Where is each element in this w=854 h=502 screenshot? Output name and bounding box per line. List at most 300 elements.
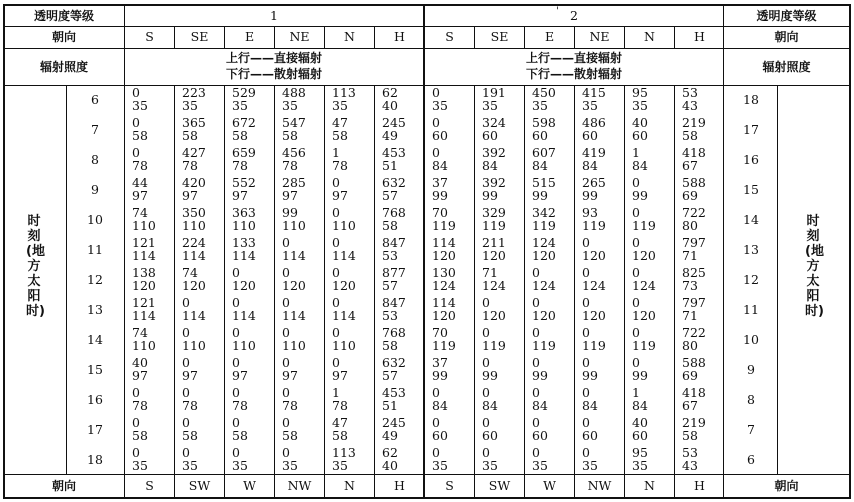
direct-radiation-cell: 847 — [382, 295, 406, 310]
direct-radiation-cell: 138 — [132, 265, 156, 280]
diffuse-radiation-cell: 78 — [232, 398, 248, 413]
direct-radiation-cell: 0 — [282, 235, 290, 250]
orientation-header: NE — [289, 29, 310, 44]
orientation-header: N — [344, 29, 355, 44]
direct-radiation-cell: 453 — [382, 385, 406, 400]
diffuse-radiation-cell: 120 — [282, 278, 306, 293]
orientation-header: H — [694, 29, 705, 44]
diffuse-radiation-cell: 84 — [532, 158, 548, 173]
diffuse-radiation-cell: 35 — [482, 458, 498, 473]
diffuse-radiation-cell: 97 — [332, 368, 348, 383]
diffuse-radiation-cell: 99 — [582, 368, 598, 383]
diffuse-radiation-cell: 110 — [282, 218, 306, 233]
direct-radiation-cell: 0 — [582, 325, 590, 340]
diffuse-radiation-cell: 114 — [282, 248, 306, 263]
direct-radiation-cell: 1 — [332, 145, 340, 160]
orientation-label-left: 朝向 — [51, 30, 76, 44]
direct-radiation-cell: 219 — [682, 115, 706, 130]
direct-radiation-cell: 0 — [282, 415, 290, 430]
diffuse-radiation-cell: 58 — [682, 128, 698, 143]
direct-radiation-cell: 1 — [632, 385, 640, 400]
orientation-label-bottom-right: 朝向 — [774, 479, 799, 493]
diffuse-radiation-cell: 60 — [482, 428, 498, 443]
orientation-header: E — [244, 29, 255, 44]
diffuse-radiation-cell: 120 — [482, 248, 506, 263]
diffuse-radiation-cell: 40 — [382, 98, 398, 113]
hour-label-right: 6 — [747, 452, 755, 467]
diffuse-radiation-cell: 120 — [632, 248, 656, 263]
direct-radiation-cell: 418 — [682, 385, 706, 400]
diffuse-radiation-cell: 110 — [182, 338, 206, 353]
direct-radiation-cell: 0 — [532, 325, 540, 340]
direct-radiation-cell: 0 — [132, 115, 140, 130]
orientation-footer: N — [644, 478, 655, 493]
direct-radiation-cell: 211 — [482, 235, 506, 250]
transparency-label-right: 透明度等级 — [756, 9, 817, 23]
direct-radiation-cell: 450 — [532, 85, 556, 100]
direct-radiation-cell: 114 — [432, 235, 456, 250]
direct-radiation-cell: 722 — [682, 205, 706, 220]
transparency-label-left: 透明度等级 — [33, 9, 94, 23]
diffuse-radiation-cell: 119 — [632, 218, 656, 233]
diffuse-radiation-cell: 78 — [232, 158, 248, 173]
direct-radiation-cell: 0 — [532, 415, 540, 430]
diffuse-radiation-cell: 35 — [632, 458, 648, 473]
direct-radiation-cell: 420 — [182, 175, 206, 190]
direct-radiation-cell: 0 — [132, 85, 140, 100]
diffuse-radiation-cell: 58 — [382, 218, 398, 233]
diffuse-radiation-cell: 80 — [682, 218, 698, 233]
diffuse-radiation-cell: 124 — [432, 278, 456, 293]
diffuse-radiation-cell: 120 — [432, 308, 456, 323]
diffuse-radiation-cell: 114 — [282, 308, 306, 323]
diffuse-radiation-cell: 99 — [532, 188, 548, 203]
diffuse-radiation-cell: 58 — [332, 128, 348, 143]
diffuse-radiation-cell: 35 — [482, 98, 498, 113]
direct-radiation-cell: 0 — [532, 295, 540, 310]
direct-radiation-cell: 245 — [382, 415, 406, 430]
diffuse-radiation-cell: 120 — [582, 308, 606, 323]
diffuse-radiation-cell: 35 — [332, 458, 348, 473]
orientation-footer: SW — [488, 478, 511, 493]
hour-label-right: 16 — [743, 152, 759, 167]
direct-radiation-cell: 488 — [282, 85, 306, 100]
diffuse-radiation-cell: 114 — [232, 308, 256, 323]
direct-radiation-cell: 70 — [432, 325, 448, 340]
diffuse-radiation-cell: 97 — [182, 368, 198, 383]
hour-label-right: 11 — [743, 302, 759, 317]
direct-radiation-cell: 768 — [382, 205, 406, 220]
direct-radiation-cell: 0 — [282, 295, 290, 310]
direct-radiation-cell: 363 — [232, 205, 256, 220]
direct-radiation-cell: 0 — [282, 355, 290, 370]
direct-radiation-cell: 0 — [282, 445, 290, 460]
direct-radiation-cell: 0 — [182, 415, 190, 430]
direct-radiation-cell: 224 — [182, 235, 206, 250]
diffuse-radiation-cell: 35 — [232, 458, 248, 473]
direct-radiation-cell: 0 — [132, 415, 140, 430]
direct-radiation-cell: 0 — [532, 385, 540, 400]
direct-radiation-cell: 365 — [182, 115, 206, 130]
direct-radiation-cell: 0 — [482, 295, 490, 310]
diffuse-radiation-cell: 99 — [632, 368, 648, 383]
diffuse-radiation-cell: 80 — [682, 338, 698, 353]
diffuse-radiation-cell: 97 — [232, 188, 248, 203]
solar-irradiance-table: 透明度等级 1 ' 2 透明度等级 朝向 朝向 辐射照度 辐射照度 上行——直接辐射 下行——散射辐射 上行——直接辐射 下行——散射辐射 时刻(地方太阳时) 时刻(地方太阳时) 朝向 朝向 S SE E NE N H S SE E NE N H S SW W NW N H S SW W NW N H 0 223 529 488 113 62 0 191 450 415 95 53 35 35 35 35 35 40 35 35 35 35 35 43 0 365 672 547 47 245 0 324 598 486 40 219 58 58 58 58 58 49 60 60 60 60 60 58 0 427 659 456 1 453 0 392 607 419 1 418 78 78 78 78 78 51 84 84 84 84 84 67 44 420 552 285 0 632 37 392 515 265 0 588 97 97 97 97 97 57 99 99 99 99 99 69 74 350 363 99 0 768 70 329 342 93 0 722 110 110 110 110 110 58 119 119 119 119 119 80 121 224 133 0 0 847 114 211 124 0 0 797 114 114 114 114 114 53 120 120 120 120 120 71 138 74 0 0 0 877 130 71 0 0 0 825 120 120 120 120 120 57 124 124 124 124 124 73 121 0 0 0 0 847 114 0 0 0 0 797 114 114 114 114 114 53 120 120 120 120 120 71 74 0 0 0 0 768 70 0 0 0 0 722 110 110 110 110 110 58 119 119 119 119 119 80 40 0 0 0 0 632 37 0 0 0 0 588 97 97 97 97 97 57 99 99 99 99 99 69 0 0 0 0 1 453 0 0 0 0 1 418 78 78 78 78 78 51 84 84 84 84 84 67 0 0 0 0 47 245 0 0 0 0 40 219 58 58 58 58 58 49 60 60 60 60 60 58 0 0 0 0 113 62 0 0 0 0 95 53 35 35 35 35 35 40 35 35 35 35 35 43 6 7 8 9 10 11 12 13 14 15 16 17 18 18 17 16 15 14 13 12 11 10 9 8 7 6 — [0, 0, 854, 502]
direct-radiation-cell: 350 — [182, 205, 206, 220]
diffuse-radiation-cell: 120 — [132, 278, 156, 293]
diffuse-radiation-cell: 84 — [632, 158, 648, 173]
orientation-footer: NW — [587, 478, 612, 493]
orientation-label-right: 朝向 — [774, 30, 799, 44]
diffuse-radiation-cell: 78 — [332, 398, 348, 413]
diffuse-radiation-cell: 114 — [182, 308, 206, 323]
diffuse-radiation-cell: 35 — [532, 98, 548, 113]
diffuse-radiation-cell: 35 — [532, 458, 548, 473]
diffuse-radiation-cell: 84 — [582, 158, 598, 173]
direct-radiation-cell: 659 — [232, 145, 256, 160]
diffuse-radiation-cell: 67 — [682, 398, 698, 413]
diffuse-radiation-cell: 73 — [682, 278, 698, 293]
diffuse-radiation-cell: 110 — [232, 338, 256, 353]
diffuse-radiation-cell: 110 — [132, 338, 156, 353]
diffuse-radiation-cell: 35 — [282, 98, 298, 113]
diffuse-radiation-cell: 35 — [432, 98, 448, 113]
direct-radiation-cell: 0 — [132, 445, 140, 460]
diffuse-radiation-cell: 78 — [332, 158, 348, 173]
direct-radiation-cell: 0 — [632, 175, 640, 190]
diffuse-radiation-cell: 120 — [532, 248, 556, 263]
direct-radiation-cell: 95 — [632, 445, 648, 460]
irradiance-label-right: 辐射照度 — [762, 60, 811, 74]
direct-radiation-cell: 0 — [582, 445, 590, 460]
direct-radiation-cell: 0 — [182, 295, 190, 310]
diffuse-radiation-cell: 43 — [682, 458, 698, 473]
diffuse-radiation-cell: 84 — [432, 398, 448, 413]
diffuse-radiation-cell: 58 — [182, 428, 198, 443]
orientation-footer: H — [694, 478, 705, 493]
diffuse-radiation-cell: 99 — [482, 368, 498, 383]
diffuse-radiation-cell: 58 — [382, 338, 398, 353]
direct-radiation-cell: 40 — [632, 115, 648, 130]
direct-radiation-cell: 0 — [182, 445, 190, 460]
diffuse-radiation-cell: 114 — [332, 248, 356, 263]
direct-radiation-cell: 672 — [232, 115, 256, 130]
diffuse-radiation-cell: 120 — [182, 278, 206, 293]
direct-radiation-cell: 0 — [232, 295, 240, 310]
diffuse-radiation-cell: 120 — [532, 308, 556, 323]
direct-radiation-cell: 0 — [232, 355, 240, 370]
diffuse-radiation-cell: 78 — [282, 398, 298, 413]
direct-radiation-cell: 797 — [682, 295, 706, 310]
diffuse-radiation-cell: 110 — [282, 338, 306, 353]
direct-radiation-cell: 285 — [282, 175, 306, 190]
diffuse-radiation-cell: 35 — [582, 98, 598, 113]
orientation-header: SE — [190, 29, 209, 44]
direct-radiation-cell: 515 — [532, 175, 556, 190]
direct-radiation-cell: 0 — [332, 325, 340, 340]
direct-radiation-cell: 62 — [382, 445, 398, 460]
direct-radiation-cell: 547 — [282, 115, 306, 130]
diffuse-radiation-cell: 67 — [682, 158, 698, 173]
diffuse-radiation-cell: 35 — [182, 98, 198, 113]
diffuse-radiation-cell: 49 — [382, 128, 398, 143]
orientation-footer: NW — [287, 478, 312, 493]
direct-radiation-cell: 37 — [432, 355, 448, 370]
legend-diffuse-1: 下行——散射辐射 — [225, 67, 322, 81]
direct-radiation-cell: 588 — [682, 175, 706, 190]
diffuse-radiation-cell: 57 — [382, 188, 398, 203]
diffuse-radiation-cell: 97 — [282, 368, 298, 383]
direct-radiation-cell: 0 — [482, 445, 490, 460]
diffuse-radiation-cell: 119 — [532, 338, 556, 353]
diffuse-radiation-cell: 78 — [132, 158, 148, 173]
direct-radiation-cell: 0 — [182, 355, 190, 370]
diffuse-radiation-cell: 124 — [482, 278, 506, 293]
diffuse-radiation-cell: 35 — [332, 98, 348, 113]
diffuse-radiation-cell: 35 — [632, 98, 648, 113]
diffuse-radiation-cell: 58 — [282, 128, 298, 143]
direct-radiation-cell: 130 — [432, 265, 456, 280]
direct-radiation-cell: 847 — [382, 235, 406, 250]
direct-radiation-cell: 0 — [332, 355, 340, 370]
direct-radiation-cell: 0 — [582, 355, 590, 370]
diffuse-radiation-cell: 110 — [132, 218, 156, 233]
direct-radiation-cell: 0 — [332, 235, 340, 250]
hour-label-right: 13 — [743, 242, 759, 257]
diffuse-radiation-cell: 119 — [482, 338, 506, 353]
direct-radiation-cell: 329 — [482, 205, 506, 220]
diffuse-radiation-cell: 69 — [682, 188, 698, 203]
diffuse-radiation-cell: 58 — [182, 128, 198, 143]
direct-radiation-cell: 0 — [632, 355, 640, 370]
orientation-footer: W — [243, 478, 256, 493]
direct-radiation-cell: 0 — [432, 445, 440, 460]
diffuse-radiation-cell: 99 — [432, 188, 448, 203]
direct-radiation-cell: 0 — [582, 265, 590, 280]
diffuse-radiation-cell: 119 — [432, 338, 456, 353]
diffuse-radiation-cell: 99 — [532, 368, 548, 383]
direct-radiation-cell: 456 — [282, 145, 306, 160]
diffuse-radiation-cell: 114 — [182, 248, 206, 263]
direct-radiation-cell: 0 — [632, 205, 640, 220]
hour-label-left: 13 — [87, 302, 103, 317]
hour-label-left: 12 — [87, 272, 103, 287]
direct-radiation-cell: 124 — [532, 235, 556, 250]
diffuse-radiation-cell: 119 — [532, 218, 556, 233]
diffuse-radiation-cell: 119 — [582, 338, 606, 353]
direct-radiation-cell: 47 — [332, 415, 348, 430]
direct-radiation-cell: 93 — [582, 205, 598, 220]
diffuse-radiation-cell: 110 — [332, 218, 356, 233]
diffuse-radiation-cell: 119 — [482, 218, 506, 233]
direct-radiation-cell: 0 — [432, 85, 440, 100]
orientation-footer: S — [145, 478, 154, 493]
direct-radiation-cell: 0 — [282, 325, 290, 340]
direct-radiation-cell: 797 — [682, 235, 706, 250]
diffuse-radiation-cell: 84 — [432, 158, 448, 173]
diffuse-radiation-cell: 60 — [582, 428, 598, 443]
direct-radiation-cell: 607 — [532, 145, 556, 160]
diffuse-radiation-cell: 120 — [582, 248, 606, 263]
diffuse-radiation-cell: 60 — [482, 128, 498, 143]
diffuse-radiation-cell: 119 — [582, 218, 606, 233]
direct-radiation-cell: 0 — [582, 385, 590, 400]
diffuse-radiation-cell: 99 — [632, 188, 648, 203]
diffuse-radiation-cell: 120 — [632, 308, 656, 323]
diffuse-radiation-cell: 35 — [282, 458, 298, 473]
diffuse-radiation-cell: 119 — [632, 338, 656, 353]
direct-radiation-cell: 0 — [582, 235, 590, 250]
direct-radiation-cell: 342 — [532, 205, 556, 220]
diffuse-radiation-cell: 97 — [232, 368, 248, 383]
hour-label-left: 6 — [91, 92, 99, 107]
direct-radiation-cell: 0 — [132, 145, 140, 160]
diffuse-radiation-cell: 58 — [132, 128, 148, 143]
orientation-header: S — [145, 29, 154, 44]
direct-radiation-cell: 0 — [332, 265, 340, 280]
direct-radiation-cell: 99 — [282, 205, 298, 220]
hour-label-left: 7 — [91, 122, 99, 137]
diffuse-radiation-cell: 71 — [682, 248, 698, 263]
time-label-left: 时刻(地方太阳时) — [26, 214, 45, 319]
diffuse-radiation-cell: 60 — [432, 428, 448, 443]
direct-radiation-cell: 486 — [582, 115, 606, 130]
diffuse-radiation-cell: 84 — [482, 398, 498, 413]
direct-radiation-cell: 529 — [232, 85, 256, 100]
direct-radiation-cell: 53 — [682, 445, 698, 460]
direct-radiation-cell: 121 — [132, 235, 156, 250]
diffuse-radiation-cell: 114 — [132, 308, 156, 323]
orientation-header: NE — [589, 29, 610, 44]
time-label-right: 时刻(地方太阳时) — [805, 214, 824, 319]
diffuse-radiation-cell: 114 — [332, 308, 356, 323]
diffuse-radiation-cell: 120 — [232, 278, 256, 293]
direct-radiation-cell: 0 — [582, 295, 590, 310]
direct-radiation-cell: 1 — [632, 145, 640, 160]
direct-radiation-cell: 324 — [482, 115, 506, 130]
orientation-header: SE — [490, 29, 509, 44]
diffuse-radiation-cell: 120 — [482, 308, 506, 323]
diffuse-radiation-cell: 71 — [682, 308, 698, 323]
irradiance-label-left: 辐射照度 — [39, 60, 88, 74]
diffuse-radiation-cell: 57 — [382, 278, 398, 293]
direct-radiation-cell: 418 — [682, 145, 706, 160]
diffuse-radiation-cell: 49 — [382, 428, 398, 443]
diffuse-radiation-cell: 35 — [582, 458, 598, 473]
diffuse-radiation-cell: 53 — [382, 248, 398, 263]
diffuse-radiation-cell: 119 — [432, 218, 456, 233]
orientation-header: N — [644, 29, 655, 44]
direct-radiation-cell: 0 — [532, 265, 540, 280]
diffuse-radiation-cell: 57 — [382, 368, 398, 383]
orientation-footer: H — [394, 478, 405, 493]
direct-radiation-cell: 0 — [482, 325, 490, 340]
direct-radiation-cell: 0 — [232, 445, 240, 460]
diffuse-radiation-cell: 35 — [232, 98, 248, 113]
diffuse-radiation-cell: 97 — [132, 188, 148, 203]
diffuse-radiation-cell: 84 — [482, 158, 498, 173]
legend-direct-1: 上行——直接辐射 — [225, 51, 322, 65]
orientation-footer: S — [445, 478, 454, 493]
diffuse-radiation-cell: 60 — [532, 128, 548, 143]
direct-radiation-cell: 825 — [682, 265, 706, 280]
legend-direct-2: 上行——直接辐射 — [525, 51, 622, 65]
hour-label-left: 18 — [87, 452, 103, 467]
diffuse-radiation-cell: 99 — [482, 188, 498, 203]
orientation-header: H — [394, 29, 405, 44]
diffuse-radiation-cell: 35 — [432, 458, 448, 473]
hour-label-left: 16 — [87, 392, 103, 407]
diffuse-radiation-cell: 78 — [182, 398, 198, 413]
hour-label-left: 9 — [91, 182, 99, 197]
diffuse-radiation-cell: 78 — [132, 398, 148, 413]
direct-radiation-cell: 0 — [432, 115, 440, 130]
direct-radiation-cell: 37 — [432, 175, 448, 190]
diffuse-radiation-cell: 110 — [332, 338, 356, 353]
direct-radiation-cell: 415 — [582, 85, 606, 100]
hour-label-right: 15 — [743, 182, 759, 197]
direct-radiation-cell: 0 — [632, 325, 640, 340]
direct-radiation-cell: 0 — [232, 415, 240, 430]
hour-label-left: 15 — [87, 362, 103, 377]
orientation-header: S — [445, 29, 454, 44]
direct-radiation-cell: 632 — [382, 175, 406, 190]
diffuse-radiation-cell: 40 — [382, 458, 398, 473]
diffuse-radiation-cell: 120 — [332, 278, 356, 293]
direct-radiation-cell: 191 — [482, 85, 506, 100]
orientation-header: E — [544, 29, 555, 44]
hour-label-right: 8 — [747, 392, 755, 407]
direct-radiation-cell: 53 — [682, 85, 698, 100]
diffuse-radiation-cell: 35 — [132, 458, 148, 473]
hour-label-right: 12 — [743, 272, 759, 287]
direct-radiation-cell: 114 — [432, 295, 456, 310]
hour-label-left: 11 — [87, 242, 103, 257]
diffuse-radiation-cell: 97 — [182, 188, 198, 203]
direct-radiation-cell: 722 — [682, 325, 706, 340]
direct-radiation-cell: 0 — [332, 295, 340, 310]
hour-label-left: 8 — [91, 152, 99, 167]
direct-radiation-cell: 40 — [632, 415, 648, 430]
direct-radiation-cell: 0 — [532, 445, 540, 460]
orientation-footer: SW — [188, 478, 211, 493]
diffuse-radiation-cell: 60 — [582, 128, 598, 143]
direct-radiation-cell: 0 — [482, 415, 490, 430]
diffuse-radiation-cell: 69 — [682, 368, 698, 383]
orientation-footer: W — [543, 478, 556, 493]
orientation-footer: N — [344, 478, 355, 493]
direct-radiation-cell: 877 — [382, 265, 406, 280]
direct-radiation-cell: 74 — [132, 205, 148, 220]
diffuse-radiation-cell: 110 — [232, 218, 256, 233]
orientation-label-bottom-left: 朝向 — [51, 479, 76, 493]
direct-radiation-cell: 74 — [182, 265, 198, 280]
level-1-label: 1 — [270, 8, 278, 23]
direct-radiation-cell: 1 — [332, 385, 340, 400]
direct-radiation-cell: 0 — [182, 385, 190, 400]
diffuse-radiation-cell: 78 — [282, 158, 298, 173]
direct-radiation-cell: 62 — [382, 85, 398, 100]
direct-radiation-cell: 0 — [282, 265, 290, 280]
direct-radiation-cell: 113 — [332, 85, 356, 100]
diffuse-radiation-cell: 124 — [582, 278, 606, 293]
direct-radiation-cell: 0 — [432, 385, 440, 400]
diffuse-radiation-cell: 60 — [632, 428, 648, 443]
hour-label-left: 17 — [87, 422, 103, 437]
level-2-label: 2 — [570, 8, 578, 23]
diffuse-radiation-cell: 99 — [432, 368, 448, 383]
